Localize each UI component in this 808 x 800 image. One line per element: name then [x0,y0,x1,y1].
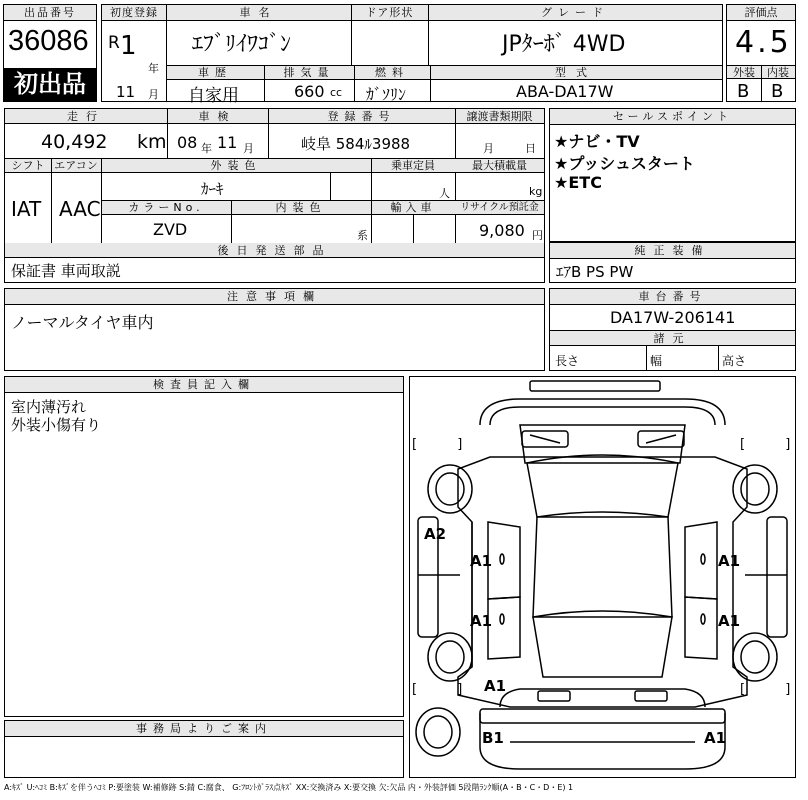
later-parts-header: 後日発送部品 [5,243,544,258]
displacement-unit: cc [330,86,343,99]
sales-point-1: ★ナビ・TV [554,132,640,151]
inspection-year-unit: 年 [201,142,212,155]
capacity-header: 乗車定員 [391,159,435,172]
inspection-month: 11 [217,133,238,152]
chassis-value: DA17W-206141 [610,308,736,327]
plate-value: 岐阜 584ﾙ3988 [301,135,411,153]
divider [264,65,265,101]
details-grid [4,108,545,283]
entry-number: 36086 [8,25,89,57]
office-box [4,720,404,778]
displacement-value: 660 [294,82,325,101]
sales-point-2: ★プッシュスタート [554,154,695,173]
car-name-header: 車名 [239,6,278,19]
damage-a1-right-rear: A1 [704,729,727,747]
history-value: 自家用 [188,86,239,106]
divider [430,65,431,101]
first-reg-year: 1 [120,31,137,61]
divider [646,346,647,370]
divider [51,158,52,243]
divider [371,200,372,243]
exterior-label: 外装 [733,66,755,79]
mileage-header: 走行 [67,110,105,123]
interior-color-unit: 系 [357,229,368,242]
inspector-line-2: 外装小傷有り [11,416,102,434]
length-label: 長さ [555,354,580,368]
vehicle-info-grid [101,4,723,106]
sales-points-box [549,108,796,242]
damage-a1-right-rear-door: A1 [718,612,741,630]
divider [167,109,168,158]
equipment-value: ｴｱB PS PW [556,263,634,281]
bracket-right-top: [ ] [740,437,808,452]
model-value: ABA-DA17W [516,82,614,101]
score-box [726,4,796,102]
first-reg-month: 11 [116,83,136,101]
divider [455,109,456,243]
exterior-score: B [737,81,750,102]
recycle-unit: 円 [532,229,543,242]
chassis-box [549,288,796,371]
divider [330,173,331,200]
inspection-month-unit: 月 [243,142,254,155]
color-no-value: ZVD [153,220,188,239]
office-header: 事務局よりご案内 [5,721,403,737]
shift-header: シフト [11,159,45,172]
exterior-color-value: ｶｰｷ [201,180,224,198]
damage-a2-left: A2 [424,525,447,543]
bracket-right-bottom: [ ] [740,682,808,697]
legend: A:ｷｽﾞ U:ﾍｺﾐ B:ｷｽﾞを伴うﾍｺﾐ P:要塗装 W:補修跡 S:錆 C:腐食、 G:ﾌﾛﾝﾄｶﾞﾗｽ点ｷｽﾞ XX:交換済み X:要交換 欠:欠品 内・外装評価 5段階ﾗﾝｸ順(A・B・C・D・E) 1 [4,783,574,792]
max-load-unit: kg [529,185,543,198]
width-label: 幅 [650,354,663,368]
damage-a1-right-front: A1 [718,552,741,570]
aircon-value: AAC [59,197,101,221]
car-name-value: ｴﾌﾞﾘｲﾜｺﾞﾝ [192,32,292,57]
score-header: 評価点 [727,5,795,21]
later-parts-value: 保証書 車両取説 [11,262,121,280]
damage-b1-rear: B1 [482,729,504,747]
divider [354,65,355,101]
interior-label: 内装 [767,66,789,79]
entry-box [3,4,97,102]
aircon-header: エアコン [54,159,98,172]
inspector-header: 検査員記入欄 [5,377,403,393]
divider [231,200,232,243]
mileage-value: 40,492 [41,131,108,153]
notes-value: ノーマルタイヤ車内 [11,313,154,332]
plate-header: 登録番号 [327,110,396,123]
height-label: 高さ [722,354,747,368]
divider [268,109,269,158]
exterior-color-header: 外装色 [210,159,262,172]
divider [166,5,167,101]
inspection-header: 車検 [198,110,237,123]
grade-value: JPﾀｰﾎﾞ 4WD [502,32,626,57]
recycle-header: リサイクル預託金 [460,202,539,213]
fuel-value: ｶﾞｿﾘﾝ [366,85,407,104]
car-diagram-box [409,376,808,778]
damage-a1-left-front: A1 [470,552,493,570]
transfer-month: 月 [483,142,494,155]
recycle-value: 9,080 [479,221,525,240]
bracket-left-bottom: [ ] [412,682,481,697]
chassis-header: 車台番号 [550,289,795,305]
divider [718,346,719,370]
capacity-unit: 人 [439,187,450,200]
transfer-day: 日 [525,142,536,155]
model-header: 型式 [555,66,597,79]
shift-value: IAT [11,197,42,221]
import-header: 輸入車 [390,201,436,214]
divider [428,5,429,65]
entry-header: 出品番号 [4,5,96,21]
mileage-unit: km [137,131,167,153]
history-header: 車歴 [198,66,232,79]
first-listing-badge: 初出品 [4,68,96,101]
damage-a1-left-rear-door: A1 [470,612,493,630]
damage-a1-left-rear: A1 [484,677,507,695]
first-reg-header: 初度登録 [110,6,158,19]
notes-header: 注意事項欄 [5,289,544,305]
color-no-header: カラーNo. [128,201,204,214]
notes-box [4,288,545,371]
max-load-header: 最大積載量 [472,159,527,172]
divider [413,215,414,243]
transfer-header: 譲渡書類期限 [466,110,533,123]
door-header: ドア形状 [365,6,414,19]
sales-point-3: ★ETC [554,173,602,192]
interior-color-header: 内装色 [275,201,327,214]
bracket-left-top: [ ] [412,437,481,452]
fuel-header: 燃料 [375,66,409,79]
first-reg-year-unit: 年 [148,62,159,75]
inspector-box [4,376,404,717]
inspection-year: 08 [177,133,198,152]
sales-points-header: セールスポイント [550,109,795,125]
inspector-line-1: 室内薄汚れ [11,398,87,416]
first-reg-month-unit: 月 [148,88,159,101]
divider [351,5,352,65]
interior-score: B [771,81,784,102]
equipment-box [549,242,796,283]
first-reg-era: R [108,33,120,53]
dimensions-header: 諸元 [550,331,795,346]
equipment-header: 純正装備 [550,243,795,259]
score-value: 4.5 [735,25,792,60]
displacement-header: 排気量 [283,66,335,79]
grade-header: グレード [541,6,609,19]
divider [371,158,372,200]
